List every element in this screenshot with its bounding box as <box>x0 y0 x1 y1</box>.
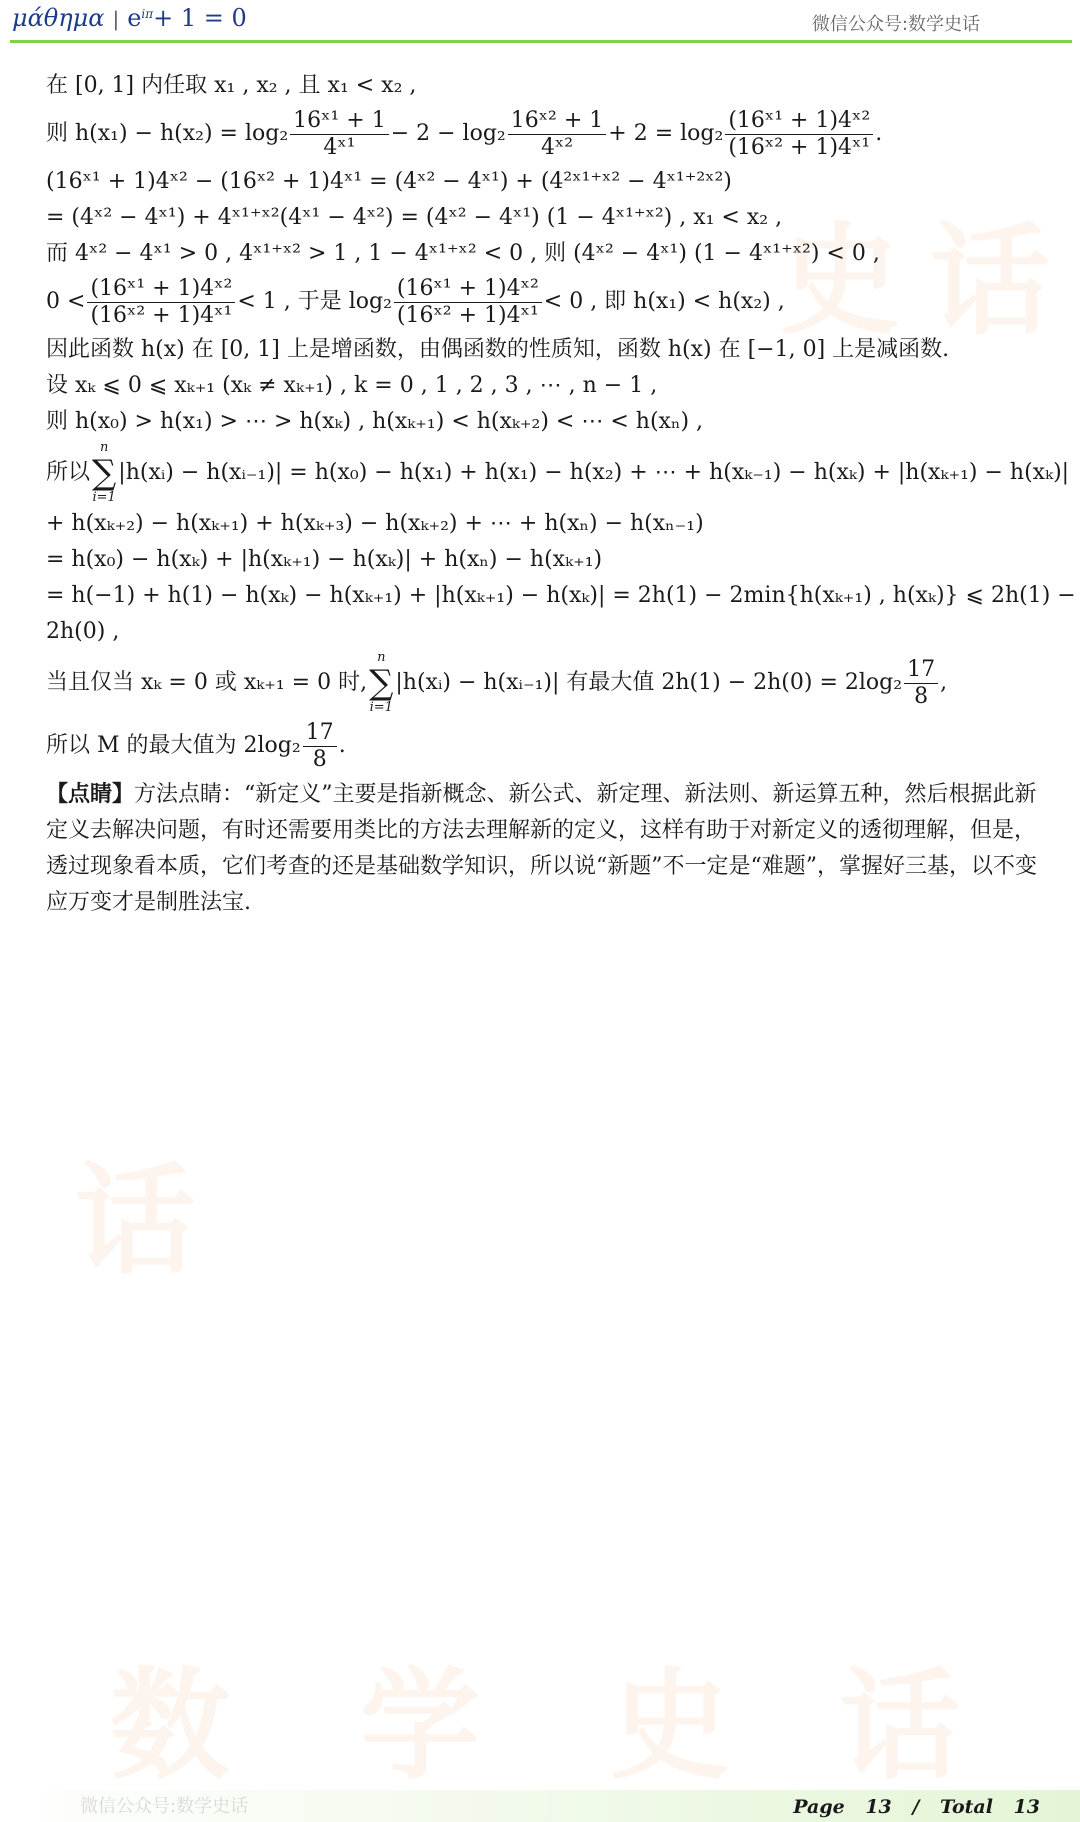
brand-greek: μάθημα <box>12 4 105 32</box>
header-divider <box>10 40 1072 43</box>
fraction: $\frac{\text{16ˣ² + 1}}{\text{4ˣ²}}$ <box>508 108 607 161</box>
page-number: Page 13 / Total 13 <box>793 1796 1040 1818</box>
fraction: $\frac{\text{(16ˣ¹ + 1)4ˣ²}}{\text{(16ˣ² + 1)4ˣ¹}}$ <box>87 276 235 329</box>
text-line: 2h(0) , <box>46 619 120 644</box>
solution-body <box>46 68 1076 921</box>
brand-rest: + 1 = 0 <box>153 4 247 32</box>
fraction: $\frac{\text{(16ˣ¹ + 1)4ˣ²}}{\text{(16ˣ² + 1)4ˣ¹}}$ <box>394 276 542 329</box>
watermark-char: 学 <box>360 1657 480 1796</box>
wechat-account-footer: 微信公众号:数学史话 <box>80 1796 249 1817</box>
text-line: = h(x₀) − h(xₖ) + |h(xₖ₊₁) − h(xₖ)| + h(xₙ) − h(xₖ₊₁) <box>46 547 603 572</box>
math-line: 0 < $\frac{\text{(16ˣ¹ + 1)4ˣ²}}{\text{(16ˣ² + 1)4ˣ¹}}$ < 1 , 于是 log₂ $\frac{\text{(16ˣ¹ + 1)4ˣ²}}{\text{(16ˣ² + 1)4ˣ¹}}$ < 0 , 即 h(x₁) < h(x₂) , <box>46 275 785 328</box>
text-line: 因此函数 h(x) 在 [0, 1] 上是增函数，由偶函数的性质知，函数 h(x) 在 [−1, 0] 上是减函数. <box>46 337 950 362</box>
brand-exponent: iπ <box>141 7 154 21</box>
watermark-char: 史 <box>610 1657 730 1796</box>
comment-text: 方法点睛：“新定义”主要是指新概念、新公式、新定理、新法则、新运算五种，然后根据此新定义去解决问题，有时还需要用类比的方法去理解新的定义，这样有助于对新定义的透彻理解，但是，透过现象看本质，它们考查的还是基础数学知识，所以说“新题”不一定是“难题”，掌握好三基，以不变应万变才是制胜法宝. <box>46 782 1037 915</box>
text-line: 而 4ˣ² − 4ˣ¹ > 0 , 4ˣ¹⁺ˣ² > 1 , 1 − 4ˣ¹⁺ˣ² < 0 , 则 (4ˣ² − 4ˣ¹) (1 − 4ˣ¹⁺ˣ²) < 0 , <box>46 241 880 266</box>
math-line: 当且仅当 xₖ = 0 或 xₖ₊₁ = 0 时, n ∑ i=1 |h(xᵢ) − h(xᵢ₋₁)| 有最大值 2h(1) − 2h(0) = 2log₂ $\frac{17}{8}$ , <box>46 650 948 715</box>
text-line: + h(xₖ₊₂) − h(xₖ₊₁) + h(xₖ₊₃) − h(xₖ₊₂) + ⋯ + h(xₙ) − h(xₙ₋₁) <box>46 511 704 536</box>
brand-separator: | <box>112 7 120 31</box>
text-line: 在 [0, 1] 内任取 x₁ , x₂ , 且 x₁ < x₂ , <box>46 73 417 98</box>
brand-e: e <box>127 4 142 32</box>
summation-symbol: n ∑ i=1 <box>369 650 394 715</box>
watermark-char: 话 <box>840 1657 960 1796</box>
fraction: $\frac{17}{8}$ <box>904 657 938 710</box>
text-line: 则 h(x₀) > h(x₁) > ⋯ > h(xₖ) , h(xₖ₊₁) < h(xₖ₊₂) < ⋯ < h(xₙ) , <box>46 409 704 434</box>
text-line: 设 xₖ ⩽ 0 ⩽ xₖ₊₁ (xₖ ≠ xₖ₊₁) , k = 0 , 1 , 2 , 3 , ⋯ , n − 1 , <box>46 373 658 398</box>
math-line: 则 h(x₁) − h(x₂) = log₂ $\frac{\text{16ˣ¹ + 1}}{\text{4ˣ¹}}$ − 2 − log₂ $\frac{\text{16ˣ² + 1}}{\text{4ˣ²}}$ + 2 = log₂ $\frac{\text{(16ˣ¹ + 1)4ˣ²}}{\text{(16ˣ² + 1)4ˣ¹}}$ . <box>46 107 883 160</box>
watermark-char: 话 <box>930 212 1050 351</box>
math-line: 所以 n ∑ i=1 |h(xᵢ) − h(xᵢ₋₁)| = h(x₀) − h(x₁) + h(x₁) − h(x₂) + ⋯ + h(xₖ₋₁) − h(xₖ) + |h(xₖ₊₁) − h(xₖ)| <box>46 440 1070 505</box>
page-header <box>0 0 1080 44</box>
fraction: $\frac{\text{16ˣ¹ + 1}}{\text{4ˣ¹}}$ <box>290 108 389 161</box>
watermark-char: 数 <box>110 1657 230 1796</box>
watermark-char: 史 <box>780 212 900 351</box>
wechat-account-header: 微信公众号:数学史话 <box>811 14 980 35</box>
fraction: $\frac{17}{8}$ <box>303 720 337 773</box>
text-line: (16ˣ¹ + 1)4ˣ² − (16ˣ² + 1)4ˣ¹ = (4ˣ² − 4ˣ¹) + (4²ˣ¹⁺ˣ² − 4ˣ¹⁺²ˣ²) <box>46 169 732 194</box>
comment-tag: 【点睛】 <box>46 781 135 807</box>
watermark-char: 话 <box>75 1152 195 1291</box>
comment-paragraph <box>46 776 1046 921</box>
fraction: $\frac{\text{(16ˣ¹ + 1)4ˣ²}}{\text{(16ˣ² + 1)4ˣ¹}}$ <box>725 108 873 161</box>
summation-symbol: n ∑ i=1 <box>92 440 117 505</box>
text-line: = (4ˣ² − 4ˣ¹) + 4ˣ¹⁺ˣ²(4ˣ¹ − 4ˣ²) = (4ˣ² − 4ˣ¹) (1 − 4ˣ¹⁺ˣ²) , x₁ < x₂ , <box>46 205 783 230</box>
text-line: = h(−1) + h(1) − h(xₖ) − h(xₖ₊₁) + |h(xₖ₊₁) − h(xₖ)| = 2h(1) − 2min{h(xₖ₊₁) , h(xₖ)} ⩽ 2h(1) − <box>46 583 1076 608</box>
math-line: 所以 M 的最大值为 2log₂ $\frac{17}{8}$ . <box>46 719 346 772</box>
brand-logo <box>12 4 247 32</box>
